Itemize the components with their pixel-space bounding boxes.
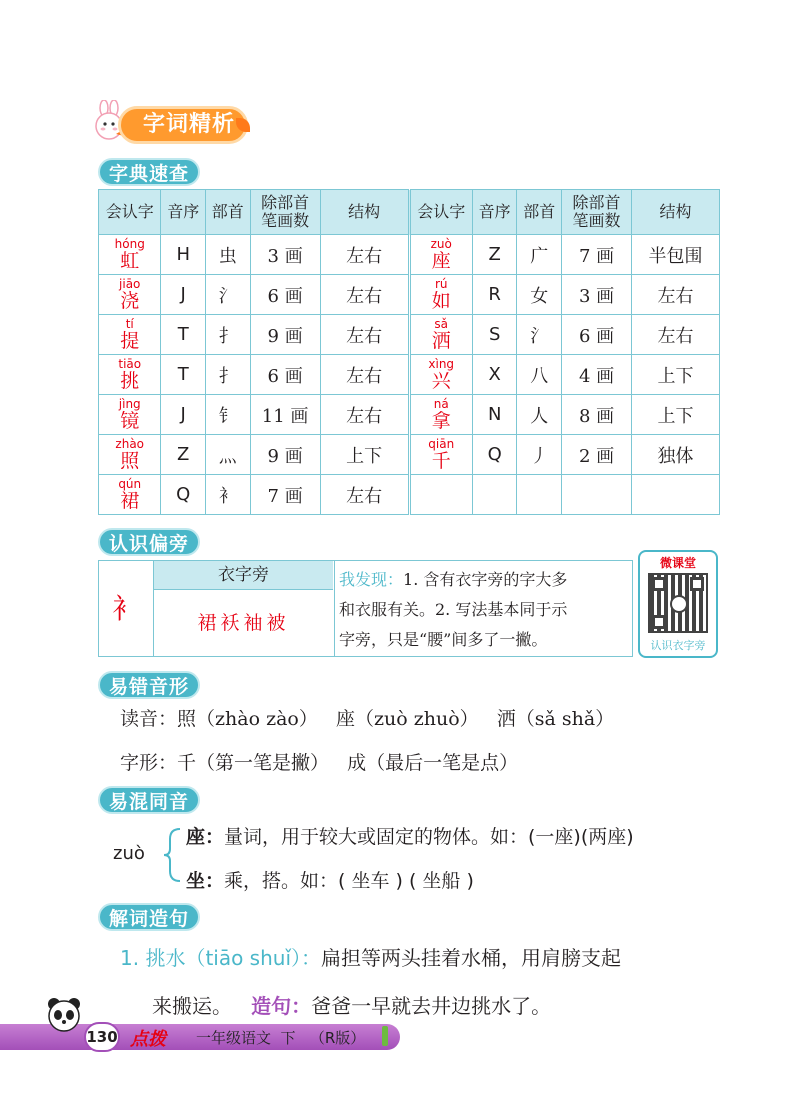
structure: 左右 <box>320 355 409 395</box>
initial-letter: X <box>472 355 517 395</box>
char-cell <box>99 235 161 275</box>
radical: 钅 <box>205 395 250 435</box>
stroke-count <box>561 475 631 515</box>
pinyin: zhào <box>115 436 145 451</box>
char-cell <box>99 315 161 355</box>
character: 座 <box>431 249 451 272</box>
homophone-line-1 <box>186 822 634 849</box>
radical-discovery-note <box>334 561 632 656</box>
qr-title: 微课堂 <box>659 556 696 570</box>
stroke-count: 6 画 <box>561 315 631 355</box>
page-number: 130 <box>84 1022 120 1052</box>
stroke-count: 4 画 <box>561 355 631 395</box>
pinyin: qiān <box>428 436 455 451</box>
char-cell <box>409 235 472 275</box>
char-cell <box>99 275 161 315</box>
radical: 人 <box>517 395 562 435</box>
table-row <box>99 355 720 395</box>
header-cell: 结构 <box>632 190 720 235</box>
reading-item: 座（zuò zhuò） <box>335 708 479 730</box>
pinyin: sǎ <box>434 316 449 331</box>
table-row <box>99 475 720 515</box>
radical: 氵 <box>205 275 250 315</box>
character: 拿 <box>431 409 451 432</box>
header-cell: 会认字 <box>409 190 472 235</box>
header-cell: 部首 <box>517 190 562 235</box>
character: 挑 <box>120 369 140 392</box>
structure <box>632 475 720 515</box>
structure: 左右 <box>320 475 409 515</box>
stroke-count: 7 画 <box>250 475 320 515</box>
initial-letter <box>472 475 517 515</box>
table-row <box>99 395 720 435</box>
stroke-count: 9 画 <box>250 315 320 355</box>
pinyin: xìng <box>428 356 455 371</box>
explain-item-text: 扁担等两头挂着水桶，用肩膀支起 <box>321 946 622 970</box>
character: 照 <box>120 449 140 472</box>
character: 裙 <box>120 489 140 512</box>
initial-letter: N <box>472 395 517 435</box>
homophone-char: 座： <box>186 826 225 848</box>
initial-letter: Q <box>472 435 517 475</box>
structure: 左右 <box>320 235 409 275</box>
structure: 上下 <box>632 355 720 395</box>
radical: 八 <box>517 355 562 395</box>
explain-tag: 解词造句 <box>98 903 200 931</box>
stroke-count: 6 画 <box>250 275 320 315</box>
char-cell <box>409 435 472 475</box>
character: 千 <box>431 449 451 472</box>
radical: 氵 <box>517 315 562 355</box>
char-cell <box>99 475 161 515</box>
structure: 独体 <box>632 435 720 475</box>
pinyin: hóng <box>114 236 145 251</box>
structure: 上下 <box>320 435 409 475</box>
pinyin: jìng <box>118 396 141 411</box>
header-cell: 音序 <box>161 190 206 235</box>
radical <box>517 475 562 515</box>
character: 兴 <box>431 369 451 392</box>
dictionary-table <box>98 189 720 515</box>
initial-letter: Q <box>161 475 206 515</box>
radical: 虫 <box>205 235 250 275</box>
char-cell <box>99 355 161 395</box>
book-title: 一年级语文 下 （R版） <box>196 1029 366 1047</box>
homophone-tag: 易混同音 <box>98 786 200 814</box>
initial-letter: Z <box>472 235 517 275</box>
pinyin: tiāo <box>118 356 142 371</box>
structure: 左右 <box>320 275 409 315</box>
structure: 半包围 <box>632 235 720 275</box>
radical: 扌 <box>205 355 250 395</box>
stroke-count: 11 画 <box>250 395 320 435</box>
table-row <box>99 235 720 275</box>
pinyin: jiāo <box>119 276 141 291</box>
qr-caption: 认识衣字旁 <box>650 639 706 652</box>
header-cell: 除部首 笔画数 <box>250 190 320 235</box>
radical-tag: 认识偏旁 <box>98 528 200 556</box>
header-cell: 部首 <box>205 190 250 235</box>
char-cell <box>99 395 161 435</box>
initial-letter: T <box>161 315 206 355</box>
discover-text: 1. 含有衣字旁的字大多 <box>403 570 568 589</box>
reading-line <box>120 704 614 731</box>
initial-letter: J <box>161 275 206 315</box>
character: 虹 <box>120 249 140 272</box>
stroke-count: 2 画 <box>561 435 631 475</box>
structure: 左右 <box>632 315 720 355</box>
initial-letter: T <box>161 355 206 395</box>
char-cell <box>409 355 472 395</box>
header-cell: 结构 <box>320 190 409 235</box>
errors-tag: 易错音形 <box>98 671 200 699</box>
character: 提 <box>120 329 140 352</box>
character: 如 <box>431 289 451 312</box>
micro-class-qr-card[interactable] <box>638 550 718 658</box>
table-row <box>99 435 720 475</box>
pinyin: zuò <box>430 236 452 251</box>
char-cell <box>409 395 472 435</box>
homophone-pinyin: zuò <box>113 843 145 864</box>
stroke-count: 3 画 <box>561 275 631 315</box>
sentence-label: 造句： <box>251 994 312 1018</box>
initial-letter: H <box>161 235 206 275</box>
char-cell <box>409 275 472 315</box>
homophone-char: 坐： <box>186 870 225 892</box>
homophone-line-2 <box>186 866 474 893</box>
structure: 左右 <box>320 395 409 435</box>
character: 镜 <box>120 409 140 432</box>
radical-name: 衣字旁 <box>154 561 333 590</box>
radical: 灬 <box>205 435 250 475</box>
table-header-row <box>99 190 720 235</box>
form-label: 字形： <box>120 752 178 774</box>
stroke-count: 8 画 <box>561 395 631 435</box>
discover-text: 和衣服有关。2. 写法基本同于示 <box>339 600 568 619</box>
radical: 广 <box>517 235 562 275</box>
structure: 上下 <box>632 395 720 435</box>
radical-box <box>98 560 633 657</box>
table-row <box>99 275 720 315</box>
table-row <box>99 315 720 355</box>
bamboo-icon <box>382 1026 388 1046</box>
section-title: 字词精析 <box>118 106 248 144</box>
discover-text: 字旁，只是“腰”间多了一撇。 <box>339 630 548 649</box>
explain-item-text: 来搬运。 <box>152 994 232 1018</box>
form-item: 成（最后一笔是点） <box>347 752 519 774</box>
structure: 左右 <box>632 275 720 315</box>
character: 洒 <box>431 329 451 352</box>
radical-example-words: 裙袄袖被 <box>197 612 290 634</box>
radical-symbol: 衤 <box>99 561 154 656</box>
stroke-count: 3 画 <box>250 235 320 275</box>
explain-item <box>120 942 621 971</box>
form-line <box>120 748 518 775</box>
panda-mascot-icon <box>44 996 84 1040</box>
char-cell <box>409 475 472 515</box>
publisher-logo: 点拨 <box>130 1029 166 1050</box>
pinyin: rú <box>434 276 448 291</box>
explain-line-2 <box>152 990 551 1019</box>
pinyin: ná <box>433 396 449 411</box>
radical: 衤 <box>205 475 250 515</box>
char-cell <box>99 435 161 475</box>
discover-label: 我发现： <box>339 570 404 589</box>
initial-letter: J <box>161 395 206 435</box>
radical: 女 <box>517 275 562 315</box>
header-cell: 除部首 笔画数 <box>561 190 631 235</box>
character: 浇 <box>120 289 140 312</box>
sentence-text: 爸爸一早就去井边挑水了。 <box>311 994 552 1018</box>
stroke-count: 6 画 <box>250 355 320 395</box>
homophone-text: 量词，用于较大或固定的物体。如：(一座)(两座) <box>224 826 634 848</box>
radical: 丿 <box>517 435 562 475</box>
pinyin: qún <box>118 476 142 491</box>
reading-label: 读音： <box>120 708 178 730</box>
reading-item: 洒（sǎ shǎ） <box>496 708 615 730</box>
explain-item-head: 1. 挑水（tiāo shuǐ）： <box>120 946 322 970</box>
char-cell <box>409 315 472 355</box>
initial-letter: R <box>472 275 517 315</box>
radical: 扌 <box>205 315 250 355</box>
brace-icon <box>162 827 182 887</box>
stroke-count: 9 画 <box>250 435 320 475</box>
dictionary-tag: 字典速查 <box>98 158 200 186</box>
initial-letter: S <box>472 315 517 355</box>
qr-code-icon[interactable] <box>648 573 708 633</box>
reading-item: 照（zhào zào） <box>177 708 318 730</box>
homophone-text: 乘，搭。如：( 坐车 ) ( 坐船 ) <box>224 870 474 892</box>
stroke-count: 7 画 <box>561 235 631 275</box>
pinyin: tí <box>125 316 134 331</box>
header-cell: 会认字 <box>99 190 161 235</box>
structure: 左右 <box>320 315 409 355</box>
initial-letter: Z <box>161 435 206 475</box>
header-cell: 音序 <box>472 190 517 235</box>
form-item: 千（第一笔是撇） <box>177 752 330 774</box>
